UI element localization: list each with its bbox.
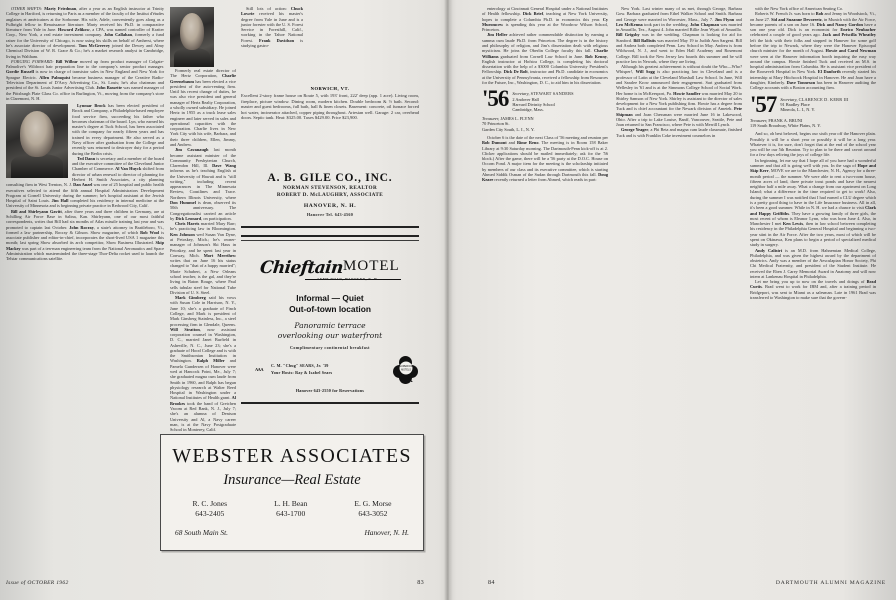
left-col1-para3: Lynmar Brock has been elected president of Brock and Company, a Philadelphia-based employee food service firm, succeeding his father who becomes chairman of the board. Lyn, who earned his master's degree at Tuck School, has been associated with the company for nearly fifteen years and has trained in every department. He also served as a Navy officer after graduation from the College and recently was returned to destroyer duty for a period during the Berlin crisis. <box>72 103 164 156</box>
webster-city: Hanover, N. H. <box>364 528 409 537</box>
right-col3-text <box>750 6 876 91</box>
right-col3-para2: Roberts W. French Jr. was born to Bob and Jenny in Woodstock, Vt., on June 27. Sid and Suzanne Devoreetz, in Munich with the Air Force, became parents of a son on June 16. Dick and Nancy Gordon have a son one year old. Dick is an economist for Enrico Neubacher celebrated a couple of good years ago. Jack and Priscilla Wheatley left the kids with their folks and stopped in Hanover for some golf before the trip to Newark, where they were the Hanover Episcopal church minister for the month of August. Howie and Carol Newman were seen at the Hanover information booth inquiring the easy way around the campus. Howie finished Tuck and received an M.S. in hospital administration from Columbia. He is assistant vice president of the Roosevelt Hospital in New York. El Danforth recently started his internship at Mary Hitchcock Hospital in Hanover. He and Joan have a daughter, Kimberly. Dave Tonneson has been in Hanover auditing the College accounts with a Boston accounting firm. <box>750 11 877 91</box>
right-col2-text <box>616 6 742 138</box>
left-col2-para3: Chris Harris married Mary Barr; he's practicing law in Bloomington. Ken Johnson wed Susan Van Dyne, at Petoskey, Mich.; he's owner-manager of Johnson's Ski Haus in Petoskey, and he spent last year in Conway, Mich. Mort Merrihew writes that on June 16 his status changed to "that of a happy married"; Marie Schubert, a New Orleans school teacher, is the gal, and they're living in Baton Rouge, where Paul sells tubular steel for National Tube Division of U. S. Steel. <box>170 221 236 295</box>
webster-agent-2-phone: 643-1700 <box>276 509 306 518</box>
treasurer-name-57: FRANK A. BRUNI <box>768 117 803 123</box>
treasurer-addr2-56: Garden City South, L. I., N. Y. <box>482 126 535 132</box>
class-57-treasurer <box>750 118 876 129</box>
portrait-photo-brock <box>6 104 68 178</box>
left-col2-para4: Mark Ginsberg said his vows with Susan Cole in Harrison, N. Y., June 10; she's a graduate of Finch College, and Mark is president of Mark Ginsberg Stainless, Inc., a steel processing firm in Glendale, Queens. Will Stratton, now assistant corporation counsel in Washington, D. C., married Janet Burfield in Asheville, N. C., June 23; she's a graduate of Hood College and is with the Smithsonian Institution in Washington. Ralph Miller and Pamela Gundersen of Hanover were wed at Hancock Point, Me., July 7; she graduated magna cum laude from Smith in 1960, and Ralph has begun physiology research at Walter Reed Hospital in Washington under a National Institutes of Health grant. Al Brookes took the band of Gretchen Vacom at Red Bank, N. J., July 7; she's an alumna of Denison University and Al, a Navy career man, is at the Navy Postgraduate School in Monterey, Calif. <box>170 295 237 433</box>
right-col-2 <box>616 6 742 138</box>
gile-realtor: NORMAN STEVENSON, REALTOR <box>282 185 378 191</box>
right-col2-para2: Although his greatest achievement is without doubt the Who—Who? Whisper!, Will Sogg is also practicing law in Cleveland and is a professor of Latin at the Cleveland Marshall Law School. In June, Will and Saralee Krow announced their engagement. Sari graduated from Wellesley in '61 and is at the Simmons College School of Social Work. Her home is in McKeesport, Pa. Howie Sandler was married May 20 to Shirley Samson of New York. Shirley is assistant to the director of sales development for a New York publishing firm. Howie has a degree from Tuck and is chief accountant for the Newark division of Ametek. Pete Shipman and Joan Chessman were married June 16 in Lakewood, Ohio. After a trip to Lake Louise, Banff, Vancouver, Seattle, Pete and Joan returned to San Francisco, where Pete is with Merrill Lynch. <box>616 64 742 128</box>
webster-agents-row <box>169 499 415 519</box>
right-col3-para3: And so, oh best beloved, begins our sixth year off the Hanover plain. Possibly it will be a short year or possibly it will be a long year. Whatever it is, for sure, don't forget that at the end of the school year you will be our 5th Reunion. Try to plan to be there and cavort around for a few days reliving the joys of college life. <box>750 131 876 158</box>
divider-rule-2 <box>241 235 419 237</box>
gile-telephone: Hanover Tel. 643-4560 <box>306 212 354 217</box>
right-col1-para3-wrap <box>482 135 608 183</box>
gile-city: HANOVER, N. H. <box>303 203 357 209</box>
right-col1-para1: enterology at Cincinnati General Hospital under a National Institutes of Health fellowship. Dick Brief, teaching at New York University, hopes to complete a Columbia Ph.D. in economics this year. Cy Muromcew is spending this year at the Woodrow Wilson School, Princeton. <box>482 6 608 33</box>
publication-name <box>776 580 886 586</box>
left-col1-text <box>6 6 164 101</box>
left-col1-para2: Bill Wilbur moved up from product manager of Colgate-Palmolive's Wildroot hair preparation line to the company's senior product manager. Gordie Russell is now in charge of transistor sales in New England and New York for Sprague Electric. Allen Palmquist became business manager of the Creative Radio-Television Department of D'Arcy Advertising Co., St. Louis; he's also chairman and president of the St. Louis Junior Advertising Club. John Bassette was named manager of the Pittsburgh Plate Glass Co. office in Burlington, Vt., moving from the company's store in Claremont, N. H. <box>6 58 165 101</box>
left-col2-text <box>170 6 236 432</box>
left-col-2 <box>170 6 236 432</box>
right-col3-para5: Andy Calistri is an M.D. from Hahnemian Medical College, Philadelphia, and was given the highest award by the department of obstetrics. Andy was a member of the Aesculapian Honor Society, Phi Chi Medical Fraternity, and president of the Student Institute. He received the Eben J. Carey Memorial Award in Anatomy and will now intern at Lankenau Hospital in Philadelphia. <box>750 247 876 279</box>
motel-host-1: C. M. "Chug" SEARS, Jr. '39 <box>271 363 329 368</box>
superior-motels-clover-icon <box>393 356 419 382</box>
webster-subtitle: Insurance—Real Estate <box>223 472 361 488</box>
left-col1-para4: Ted Dann is secretary and a member of the board and the executive committee of the Cleveland Junior Chamber of Commerce. Al Van Huyck shifted from director of urban renewal to director of planning for Herbert H. Smith Associates, a city planning consulting firm in West Trenton, N. J. Dan Anzel was one of 25 hospital and public health executives selected to attend the fifth annual Hospital Administrators Development Program at Cornell University during the summer; he's hospital assistant at the Jewish Hospital of Saint Louis. Jim Hall completed his residency in internal medicine at the University of Minnesota and is beginning private practice in Redwood City, Calif. <box>6 155 164 209</box>
forging-forward-head: FORGING FORWARD: <box>11 58 54 64</box>
other-shifts-head: OTHER SHIFTS: <box>11 6 43 11</box>
motel-script-name: Chieftain <box>259 258 345 278</box>
motel-hosts-row <box>241 356 419 382</box>
treasurer-addr1-56: 70 Princeton St. <box>482 121 510 127</box>
issue-line-text: Issue of OCTOBER 1962 <box>6 580 69 586</box>
right-col3-para1: with the New York office of American Seating Co. <box>755 6 843 11</box>
left-col-3-top <box>241 6 303 48</box>
secretary-label-56: Secretary, <box>512 91 530 97</box>
treasurer-label-57: Treasurer, <box>750 117 768 123</box>
gile-company-name: A. B. GILE CO., INC. <box>267 172 393 184</box>
webster-agent-3-phone: 643-3052 <box>358 509 388 518</box>
left-page-number: 83 <box>417 579 424 586</box>
class-56-treasurer <box>482 116 608 132</box>
publication-name-text: DARTMOUTH ALUMNI MAGAZINE <box>775 580 886 586</box>
book-spine-shadow <box>444 0 453 600</box>
motel-word: MOTEL <box>343 258 400 274</box>
ad-chieftain-motel <box>241 258 419 406</box>
left-col2-para1: Formerly real estate director of The Hertz Corporation, Charlie Greenebaum has been elected a vice president of the auto-renting firm. Until his recent change of duties, he was also vice president and general manager of Hertz Realty Corporation, a wholly owned subsidiary. He joined Hertz in 1955 as a truck lease sales engineer and later served in sales and operational capacities with the corporation. Charlie lives in New York City with his wife, Barbara, and their three children, Ellen, Jimmy, and Andrew. <box>170 68 236 147</box>
left-page-issue-line <box>6 580 69 586</box>
motel-host-2: Your Hosts: Ray & Isabel Sears <box>271 370 333 375</box>
webster-agent-2 <box>274 499 307 519</box>
secretary-addr2-56: Harvard Divinity School <box>512 102 555 108</box>
motel-tagline-2a: Panoramic terrace <box>294 321 366 330</box>
right-col1-para3: October 6 is the date of the next Class of '56 meeting and reunion per Bob Dumont and Rime Reno. The meeting is in Room 158 Baker Library at 9:30 Saturday morning. The Dartmouth-Penn kick-off is at 2. Clicker applications should be mailed immediately; ask for the '56 block.) After the game, there will be a '56 party at the D.O.C. House on Occom Pond. A major item for the meeting is the scholarship initiated by members of our class and its executive committee, which is starting Ahmed Siddik Osman of the Sudan through Dartmouth this fall. Doug Keare recently returned a letter from Ahmed, which reads in part: <box>482 135 608 183</box>
motel-logo <box>241 258 419 284</box>
ad-ab-gile <box>241 172 419 243</box>
motel-breakfast: Complimentary continental breakfast <box>290 345 370 350</box>
motel-tagline-2b: overlooking our waterfront <box>277 331 383 340</box>
right-col1-para2: Jim Heller achieved rather commendable distinction by earning a summa cum laude Ph.D. from Princeton. The degree is in the history and philosophy of religion, and Jim's dissertation dealt with religious mysticism. He joins the Oberlin College faculty this fall. Charlie Williams graduated from Cornell Law School in June. Bob Kenny, English instructor at Hofstra College, is completing his doctoral dissertation with the help of a $3000 Columbia University President's Fellowship. Dick De Bolt, instructor and Ph.D. candidate in economics at the University of Pennsylvania, received a fellowship from Resources for the Future, Inc., Washington, D. C., to aid him in his dissertation. <box>482 32 608 85</box>
left-col1-para5: Bill and Shirleyann Gavitt, after three years and three children in Germany, are at Schilling Air Force Base in Salina, Kan. Shirleyann, one of our most faithful correspondents, writes that Bill had six months of Atlas missile training last year and was promoted to captain last October. John Rocray, a state's attorney in Brattleboro, Vt., formed a law partnership, Rocray & Gibson. Show magazine, of which Bob Wool is associate publisher and editor-in-chief, incorporates the short-lived USA 1 magazine this month; last spring Show absorbed its arch competitor, Show Business Illustrated. Skip Mackey was part of a ten-man engineering team from the National Aeronautics and Space Administration which masterminded the three-stage Thor-Delta rocket used to launch the Telstar communications satellite. <box>6 208 165 262</box>
left-col1-para1: Marty Friedman, after a year as an English instructor at Trinity College in Hartford, is returning to Paris as a member of the faculty of the Institut d'études anglaises et américaines at the Sorbonne. His wife, Adele, conveniently goes along as a Fulbright fellow in Renaissance literature. Marty received his Ph.D. in comparative literature from Yale in June. Howard Zelikow, a CPA, was named controller of Kratter Corp., New York, a real estate investment company. John Callahan, formerly a fund raiser for the University of Chicago, is now using his skills on behalf of Amherst, where he's associate director of development. Tom McGreevey joined the Dewey and Almy Chemical Division of W. R. Grace & Co.; he's a market research analyst in Cambridge, living in Waltham. <box>6 6 165 59</box>
ad-webster-associates <box>160 434 424 551</box>
divider-rule-3 <box>241 240 419 241</box>
norwich-head: NORWICH, VT. <box>310 86 350 91</box>
right-col3-rest <box>750 131 876 300</box>
webster-agent-2-name: L. H. Bean <box>274 499 308 508</box>
class-year-57: '57 <box>750 91 777 117</box>
secretary-label-57: Secretary, <box>780 96 798 102</box>
secretary-addr1-57: 91 Bradley Place <box>780 101 810 107</box>
class-header-56 <box>482 86 608 113</box>
webster-agent-1-phone: 643-2405 <box>195 509 225 518</box>
right-col-3 <box>750 6 876 300</box>
portrait-photo-greenebaum <box>170 7 214 67</box>
left-col1-para3-wrap <box>6 103 164 156</box>
right-page <box>448 0 896 600</box>
secretary-addr2-57: Mineola, L. I., N. Y. <box>780 107 816 113</box>
right-col2-para1: New York. Last winter many of us met, through George, Barbara Gow. Barbara graduated from Ethel Walker School and Smith. Barbara and George were married in Worcester, Mass., July 7. Jim Flynn and Leo McKenna took part in the wedding. John Chapman was married in Amarillo, Tex., August 4. John married Billie Jean Wyatt of Amarillo. Bill Grigsby was in the wedding. Chapman is looking for aid for Stanford. Bill Ballistis was married May 19 to Judith Ann Sargent. Bill and Andrea both completed Penn. Law School in May. Andrea is from Wildwood, N. J., and went to Eden Hall Academy and Rosemont College. Bill took the New Jersey law boards this summer and he will practice law in Newark, where they are living. <box>616 6 743 64</box>
gile-associate: ROBERT D. McLAUGHRY, ASSOCIATE <box>276 192 384 198</box>
secretary-addr1-56: 2 Andover Hall <box>512 96 539 102</box>
motel-tagline-1a: Informal — Quiet <box>296 293 364 303</box>
motel-reservations: Hanover 643-2550 for Reservations <box>295 388 365 393</box>
aaa-logo: AAA <box>255 366 264 372</box>
left-col2-para2: Jim Cavanaugh last month became assistant minister of the Community Presbyterian Church, Clarendon Hill, Ill. Dave Wang informs us he's teaching English at the University of Hawaii and is "still writing," including recent appearances in The Minnesota Review, Coastlines and Trace. Northern Illinois University, where Don Hummel is dean, observed its 50th anniversary. The Congregationalist carried an article by Dick Leonard, on participation. <box>170 147 236 221</box>
class-header-57 <box>750 91 876 117</box>
webster-agent-1 <box>192 499 227 519</box>
divider-rule-1 <box>241 226 419 228</box>
motel-address: LYME ROAD, HANOVER, N. H. <box>317 277 379 282</box>
right-col3-para6: Let me bring you up to now on the travels and doings of Brad Curtis. Brad went to work for IBM and, after a training period in Bridgeport, was sent to Miami as a salesman. Late in 1961 Brad was transferred to Washington to make sure that the govern- <box>750 279 876 301</box>
webster-agent-3-name: E. G. Morse <box>354 499 392 508</box>
right-col-1 <box>482 6 608 183</box>
treasurer-name-56: JAMES L. FLYNN <box>500 115 534 121</box>
left-col3-text <box>241 6 303 48</box>
secretary-name-56: STEWART SANDERS <box>530 91 574 97</box>
webster-agent-1-name: R. C. Jones <box>192 499 228 508</box>
secretary-addr3-56: Cambridge, Mass. <box>512 107 544 113</box>
svg-text:MOTELS: MOTELS <box>401 368 411 372</box>
secretary-name-57: CLARENCE D. KERR III <box>798 96 849 102</box>
right-col2-para3: George Yeager, a Phi Beta and magna cum laude classmate, finished Tuck and is with Franklin Coke investment counselors in <box>616 127 743 138</box>
webster-footer <box>169 528 415 537</box>
right-col1-text <box>482 6 608 85</box>
left-col3-para5: Still lots of action: Chuck Lowrie received his master's degree from Yale in June and is a junior forester with the U. S. Forest Service in Foresthill, Calif., working in the Tahoe National Forest. Frank Davidson is studying gastro- <box>241 6 304 48</box>
right-col3-para4: In beginning, let me say that I hope all of you have had a wonderful summer and that all is going well with you. In the saga of Hope and Skip Kerr, MOVE we are to the Manchester, N. H., Agency for a three-month period — the summer. We were able to rent a two-room house, fifteen acres of land, three private trout ponds and have the nearest neighbor half a mile away. What a change from our apartment on Long Island; what a difference in the time required to get to work! Also, during the summer I was notified that I had earned a CLU degree which is a pretty good thing to have in the Life Insurance business. All in all, it's been a good summer. While in N. H. we had a chance to visit Clark and Happy Griffiths. They have a growing family of three girls, the most recent of whom is Eleanor Lynn, who was born June 4. Also, in Manchester I met Ken Lewis, then in law school between completing his residency in the Philadelphia General Hospital and beginning a two-year stint in the Air Force. After the two years, most of which will be spent on Okinawa, Ken plans to begin a period of specialized medical study in surgery. <box>750 157 877 248</box>
treasurer-addr1-57: 119 South Broadway, White Plains, N. Y. <box>750 122 821 128</box>
right-page-number: 84 <box>488 579 495 586</box>
webster-company-name: WEBSTER ASSOCIATES <box>172 445 412 467</box>
class-56-secretary <box>512 89 573 113</box>
class-year-56: '56 <box>482 86 509 112</box>
class-57-secretary <box>780 95 848 113</box>
motel-tagline-1b: Out-of-town location <box>289 304 371 314</box>
divider-rule-4 <box>241 402 419 404</box>
norwich-body: Excellent 2-story frame house on Route 5, with 193' front, 222' deep (app. 1 acre). Living room, fireplace, picture window. Dining room, modern kitchen. Double bedroom & ½ bath. Second: master and guest bedrooms, full bath, hall & linen closets. Basement: concrete, oil furnace forced hot water, incinerator attached, copper piping throughout. Artesian well. Garage: 2 car, overhead doors. Septic tank. Heat: $325.00. Taxes $429.00. Price $23,900. <box>241 93 419 121</box>
webster-agent-3 <box>354 499 391 519</box>
treasurer-label-56: Treasurer, <box>482 115 500 121</box>
ad-norwich-listing <box>241 86 419 121</box>
left-col-1 <box>6 6 164 262</box>
webster-address: 68 South Main St. <box>175 528 228 537</box>
svg-text:SUPERIOR: SUPERIOR <box>399 365 413 368</box>
